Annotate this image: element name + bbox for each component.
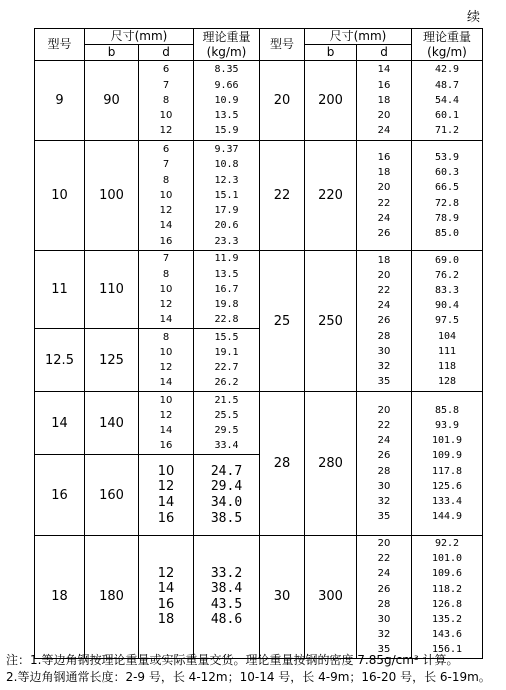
weight-cell-value: 71.2 [434, 125, 460, 137]
thickness-d-cell-value: 10 [157, 463, 175, 479]
model-cell: 11 [35, 251, 85, 329]
thickness-d-cell-value: 10 [159, 394, 173, 406]
b-header-right: b [305, 45, 357, 61]
weight-cell-value: 21.5 [214, 394, 239, 406]
thickness-d-cell-value: 12 [157, 565, 175, 581]
weight-cell-value: 19.8 [214, 299, 239, 311]
weight-cell-value: 69.0 [434, 254, 460, 266]
weight-cell-value: 109.9 [431, 450, 463, 462]
weight-cell [194, 536, 260, 659]
table-row [35, 251, 483, 329]
weight-cell [194, 141, 260, 251]
thickness-d-cell-value: 24 [377, 435, 391, 447]
thickness-d-cell-value: 32 [377, 495, 391, 507]
thickness-d-cell-value: 7 [162, 159, 170, 171]
weight-cell-value: 135.2 [431, 614, 463, 626]
weight-cell-value: 43.5 [210, 596, 243, 612]
thickness-d-cell-value: 8 [162, 174, 170, 186]
angle-steel-table [34, 28, 483, 659]
thickness-d-cell-value: 28 [377, 598, 391, 610]
thickness-d-cell-value: 28 [377, 465, 391, 477]
weight-cell-value: 13.5 [214, 110, 239, 122]
width-b-cell: 300 [305, 536, 357, 659]
weight-cell-value: 128 [437, 376, 457, 388]
model-header-right: 型号 [260, 29, 305, 61]
width-b-cell: 280 [305, 392, 357, 536]
weight-cell-value: 34.0 [210, 495, 243, 510]
weight-cell-value: 54.4 [434, 94, 460, 106]
weight-cell-value: 85.0 [434, 227, 460, 239]
weight-cell [412, 536, 483, 659]
thickness-d-cell-value: 24 [377, 300, 391, 312]
weight-cell-value: 117.8 [431, 465, 463, 477]
width-b-cell: 220 [305, 141, 357, 251]
weight-cell-value: 20.6 [214, 220, 239, 232]
thickness-d-cell-value: 28 [377, 330, 391, 342]
weight-cell-value: 118 [437, 361, 457, 372]
weight-cell-value: 16.7 [214, 283, 239, 295]
thickness-d-cell-value: 24 [377, 212, 391, 224]
thickness-d-cell-value: 35 [377, 644, 391, 656]
weight-cell [194, 392, 260, 455]
thickness-d-cell-value: 14 [159, 377, 173, 389]
weight-cell-value: 25.5 [214, 409, 239, 421]
thickness-d-cell-value: 20 [377, 269, 391, 281]
thickness-d-cell-value: 20 [377, 538, 391, 549]
thickness-d-cell-value: 8 [162, 268, 170, 280]
model-header-left: 型号 [35, 29, 85, 61]
weight-cell-value: 48.6 [210, 612, 243, 628]
thickness-d-cell-value: 8 [162, 331, 170, 343]
thickness-d-cell-value: 22 [377, 197, 391, 209]
weight-cell [412, 251, 483, 392]
dimension-header-right: 尺寸(mm) [305, 29, 412, 45]
thickness-d-cell-value: 12 [159, 205, 173, 217]
thickness-d-cell-value: 24 [377, 125, 391, 137]
weight-cell [412, 61, 483, 141]
thickness-d-cell-value: 26 [377, 227, 391, 239]
weight-cell-value: 109.6 [431, 568, 463, 580]
weight-cell-value: 12.3 [214, 174, 239, 186]
model-cell: 18 [35, 536, 85, 659]
weight-cell-value: 125.6 [431, 480, 463, 492]
weight-cell-value: 38.5 [210, 510, 243, 526]
thickness-d-cell [139, 392, 194, 455]
thickness-d-cell-value: 18 [377, 94, 391, 106]
weight-cell-value: 111 [437, 345, 457, 357]
thickness-d-cell-value: 10 [159, 346, 173, 358]
weight-cell [194, 61, 260, 141]
weight-cell-value: 101.0 [431, 553, 463, 565]
thickness-d-cell-value: 18 [377, 167, 391, 179]
weight-cell [194, 455, 260, 536]
width-b-cell: 180 [85, 536, 139, 659]
thickness-d-cell-value: 6 [162, 144, 170, 156]
weight-cell-value: 97.5 [434, 315, 460, 327]
weight-cell-value: 48.7 [434, 79, 460, 91]
notes [6, 652, 504, 686]
thickness-d-cell-value: 12 [159, 299, 173, 311]
thickness-d-cell-value: 14 [159, 425, 173, 436]
thickness-d-cell-value: 14 [159, 220, 173, 232]
thickness-d-cell-value: 20 [377, 110, 391, 122]
table-row [35, 141, 483, 251]
table-row [35, 392, 483, 455]
width-b-cell: 160 [85, 455, 139, 536]
weight-cell-value: 26.2 [214, 377, 239, 389]
thickness-d-cell [139, 329, 194, 392]
thickness-d-cell-value: 22 [377, 553, 391, 565]
dimension-header-left: 尺寸(mm) [85, 29, 194, 45]
thickness-d-cell-value: 16 [159, 235, 173, 247]
d-header-right: d [357, 45, 412, 61]
thickness-d-cell-value: 10 [159, 189, 173, 201]
thickness-d-cell-value: 14 [157, 495, 175, 510]
thickness-d-cell-value: 10 [159, 110, 173, 122]
weight-cell-value: 10.8 [214, 159, 239, 171]
model-cell: 22 [260, 141, 305, 251]
thickness-d-cell [139, 141, 194, 251]
weight-cell-value: 13.5 [214, 268, 239, 280]
weight-cell-value: 66.5 [434, 182, 460, 194]
weight-cell-value: 133.4 [431, 495, 463, 507]
table-row [35, 61, 483, 141]
weight-cell-value: 10.9 [214, 94, 239, 106]
weight-cell-value: 156.1 [431, 644, 463, 656]
weight-cell-value: 85.8 [434, 404, 460, 416]
thickness-d-cell-value: 30 [377, 614, 391, 626]
thickness-d-cell-value: 14 [377, 64, 391, 76]
thickness-d-cell [357, 141, 412, 251]
weight-cell-value: 24.7 [210, 463, 243, 479]
thickness-d-cell [357, 251, 412, 392]
weight-cell-value: 93.9 [434, 419, 460, 431]
weight-cell-value: 126.8 [431, 598, 463, 610]
weight-cell [194, 329, 260, 392]
width-b-cell: 125 [85, 329, 139, 392]
model-cell: 14 [35, 392, 85, 455]
thickness-d-cell-value: 24 [377, 568, 391, 580]
table-row [35, 536, 483, 659]
weight-cell-value: 143.6 [431, 629, 463, 641]
weight-cell-value: 144.9 [431, 511, 463, 523]
thickness-d-cell-value: 30 [377, 480, 391, 492]
width-b-cell: 110 [85, 251, 139, 329]
thickness-d-cell-value: 18 [377, 254, 391, 266]
thickness-d-cell-value: 26 [377, 583, 391, 595]
thickness-d-cell [357, 61, 412, 141]
continued-label: 续 [466, 10, 480, 25]
thickness-d-cell-value: 12 [157, 479, 175, 495]
thickness-d-cell [139, 455, 194, 536]
weight-cell-value: 33.2 [210, 565, 243, 581]
model-cell: 25 [260, 251, 305, 392]
width-b-cell: 250 [305, 251, 357, 392]
weight-header-right: 理论重量 (kg/m) [412, 29, 483, 61]
thickness-d-cell-value: 22 [377, 419, 391, 431]
weight-cell-value: 23.3 [214, 235, 239, 247]
thickness-d-cell-value: 16 [159, 440, 173, 452]
weight-cell-value: 60.3 [434, 167, 460, 179]
weight-cell-value: 9.37 [214, 144, 239, 156]
weight-cell-value: 42.9 [434, 64, 460, 76]
weight-cell-value: 72.8 [434, 197, 460, 209]
thickness-d-cell-value: 12 [159, 362, 173, 373]
thickness-d-cell [357, 536, 412, 659]
thickness-d-cell [139, 251, 194, 329]
weight-cell-value: 118.2 [431, 583, 463, 595]
thickness-d-cell-value: 26 [377, 450, 391, 462]
thickness-d-cell-value: 32 [377, 361, 391, 372]
thickness-d-cell-value: 7 [162, 253, 170, 265]
weight-cell-value: 101.9 [431, 435, 463, 447]
weight-cell [194, 251, 260, 329]
weight-cell-value: 15.9 [214, 125, 239, 137]
weight-cell [412, 392, 483, 536]
thickness-d-cell [139, 61, 194, 141]
weight-cell-value: 53.9 [434, 151, 460, 163]
weight-cell-value: 29.5 [214, 425, 239, 436]
model-cell: 30 [260, 536, 305, 659]
weight-header-left: 理论重量 (kg/m) [194, 29, 260, 61]
b-header-left: b [85, 45, 139, 61]
thickness-d-cell-value: 35 [377, 511, 391, 523]
weight-cell-value: 9.66 [214, 79, 239, 91]
model-cell: 28 [260, 392, 305, 536]
thickness-d-cell-value: 20 [377, 404, 391, 416]
thickness-d-cell-value: 18 [157, 612, 175, 628]
thickness-d-cell-value: 6 [162, 64, 170, 76]
weight-cell-value: 19.1 [214, 346, 239, 358]
width-b-cell: 200 [305, 61, 357, 141]
thickness-d-cell-value: 10 [159, 283, 173, 295]
note-1: 注：1.等边角钢按理论重量或实际重量交货。理论重量按钢的密度 7.85g/cm³ 计算。 [6, 653, 459, 667]
thickness-d-cell-value: 12 [159, 125, 173, 137]
note-2: 2.等边角钢通常长度：2-9 号，长 4-12m；10-14 号，长 4-9m；16-20 号，长 6-19m。 [6, 670, 491, 684]
weight-cell-value: 76.2 [434, 269, 460, 281]
weight-cell-value: 17.9 [214, 205, 239, 217]
thickness-d-cell-value: 14 [159, 314, 173, 326]
model-cell: 9 [35, 61, 85, 141]
d-header-left: d [139, 45, 194, 61]
weight-cell-value: 38.4 [210, 581, 243, 597]
model-cell: 12.5 [35, 329, 85, 392]
thickness-d-cell-value: 14 [157, 581, 175, 597]
width-b-cell: 140 [85, 392, 139, 455]
thickness-d-cell-value: 26 [377, 315, 391, 327]
thickness-d-cell-value: 16 [157, 510, 175, 526]
thickness-d-cell-value: 32 [377, 629, 391, 641]
weight-cell-value: 33.4 [214, 440, 239, 452]
weight-cell-value: 78.9 [434, 212, 460, 224]
weight-cell [412, 141, 483, 251]
width-b-cell: 90 [85, 61, 139, 141]
thickness-d-cell-value: 30 [377, 345, 391, 357]
width-b-cell: 100 [85, 141, 139, 251]
model-cell: 16 [35, 455, 85, 536]
thickness-d-cell-value: 35 [377, 376, 391, 388]
model-cell: 20 [260, 61, 305, 141]
thickness-d-cell-value: 22 [377, 284, 391, 296]
model-cell: 10 [35, 141, 85, 251]
weight-cell-value: 92.2 [434, 538, 460, 549]
weight-cell-value: 15.5 [214, 331, 239, 343]
weight-cell-value: 83.3 [434, 284, 460, 296]
thickness-d-cell-value: 8 [162, 94, 170, 106]
thickness-d-cell-value: 20 [377, 182, 391, 194]
thickness-d-cell-value: 16 [157, 596, 175, 612]
weight-cell-value: 104 [437, 330, 457, 342]
thickness-d-cell-value: 12 [159, 409, 173, 421]
weight-cell-value: 60.1 [434, 110, 460, 122]
thickness-d-cell [357, 392, 412, 536]
weight-cell-value: 22.8 [214, 314, 239, 326]
thickness-d-cell-value: 7 [162, 79, 170, 91]
thickness-d-cell [139, 536, 194, 659]
weight-cell-value: 22.7 [214, 362, 239, 373]
thickness-d-cell-value: 16 [377, 151, 391, 163]
weight-cell-value: 29.4 [210, 479, 243, 495]
weight-cell-value: 90.4 [434, 300, 460, 312]
weight-cell-value: 15.1 [214, 189, 239, 201]
weight-cell-value: 8.35 [214, 64, 239, 76]
thickness-d-cell-value: 16 [377, 79, 391, 91]
weight-cell-value: 11.9 [214, 253, 239, 265]
